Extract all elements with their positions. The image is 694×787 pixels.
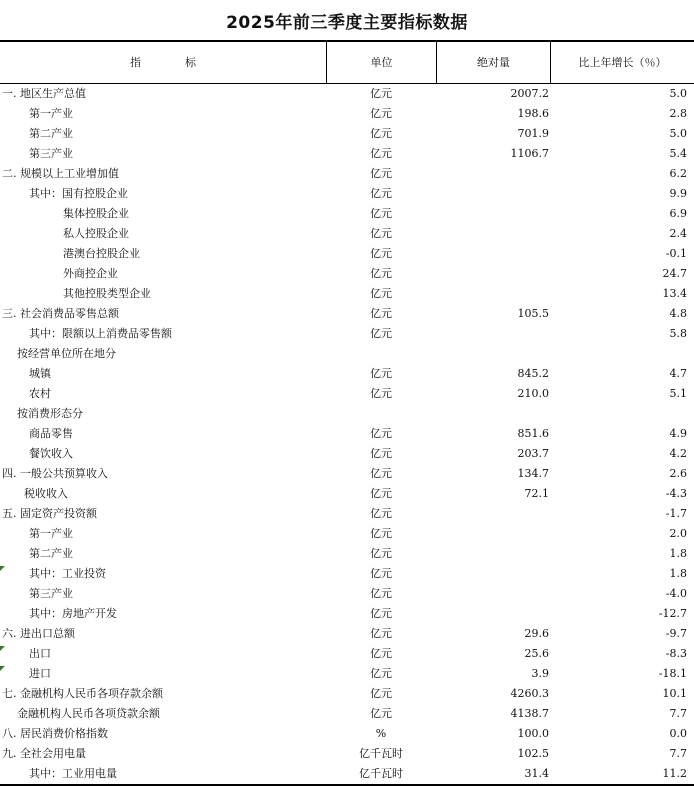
unit-cell: 亿元 xyxy=(370,367,392,380)
indicator-name: 私人控股企业 xyxy=(63,227,129,240)
indicator-name: 其中：房地产开发 xyxy=(29,607,117,620)
unit-cell: 亿元 xyxy=(370,267,392,280)
indicator-name: 其他控股类型企业 xyxy=(63,287,151,300)
unit-cell: 亿元 xyxy=(370,207,392,220)
indicator-name: 按消费形态分 xyxy=(17,407,83,420)
absolute-value-cell: 203.7 xyxy=(517,447,549,460)
growth-rate-cell: 2.8 xyxy=(669,107,687,120)
growth-rate-cell: 0.0 xyxy=(669,727,687,740)
table-row xyxy=(0,404,694,424)
indicator-name: 第三产业 xyxy=(29,147,73,160)
table-row xyxy=(0,244,694,264)
table-row xyxy=(0,504,694,524)
growth-rate-cell: 5.0 xyxy=(669,87,687,100)
unit-cell: 亿元 xyxy=(370,187,392,200)
growth-rate-cell: 5.0 xyxy=(669,127,687,140)
table-row xyxy=(0,324,694,344)
unit-cell: 亿元 xyxy=(370,307,392,320)
absolute-value-cell: 701.9 xyxy=(517,127,549,140)
indicator-name: 进口 xyxy=(29,667,51,680)
growth-rate-cell: -8.3 xyxy=(665,647,687,660)
unit-cell: 亿元 xyxy=(370,687,392,700)
unit-cell: 亿元 xyxy=(370,107,392,120)
growth-rate-cell: 4.8 xyxy=(669,307,687,320)
green-corner-marker-icon xyxy=(0,566,5,571)
table-row xyxy=(0,764,694,784)
unit-cell: 亿元 xyxy=(370,167,392,180)
growth-rate-cell: 4.2 xyxy=(669,447,687,460)
header-unit: 单位 xyxy=(370,56,393,69)
growth-rate-cell: 2.4 xyxy=(669,227,687,240)
indicator-name: 五. 固定资产投资额 xyxy=(2,507,97,520)
growth-rate-cell: 2.6 xyxy=(669,467,687,480)
table-row xyxy=(0,284,694,304)
unit-cell: 亿元 xyxy=(370,707,392,720)
table-row xyxy=(0,144,694,164)
unit-cell: 亿元 xyxy=(370,467,392,480)
table-row xyxy=(0,644,694,664)
indicator-name: 餐饮收入 xyxy=(29,447,73,460)
growth-rate-cell: -9.7 xyxy=(665,627,687,640)
indicator-name: 其中：国有控股企业 xyxy=(29,187,128,200)
absolute-value-cell: 851.6 xyxy=(517,427,549,440)
table-row xyxy=(0,184,694,204)
table-row xyxy=(0,164,694,184)
absolute-value-cell: 210.0 xyxy=(517,387,549,400)
unit-cell: 亿元 xyxy=(370,667,392,680)
table-row xyxy=(0,444,694,464)
indicator-name: 金融机构人民币各项贷款余额 xyxy=(17,707,160,720)
indicator-name: 农村 xyxy=(29,387,51,400)
growth-rate-cell: 11.2 xyxy=(662,767,687,780)
table-body xyxy=(0,84,694,786)
unit-cell: 亿元 xyxy=(370,487,392,500)
green-corner-marker-icon xyxy=(0,666,5,671)
table-row xyxy=(0,684,694,704)
table-row xyxy=(0,264,694,284)
absolute-value-cell: 105.5 xyxy=(517,307,549,320)
green-corner-marker-icon xyxy=(0,646,5,651)
table-row xyxy=(0,344,694,364)
unit-cell: 亿元 xyxy=(370,647,392,660)
unit-cell: 亿元 xyxy=(370,227,392,240)
unit-cell: 亿元 xyxy=(370,587,392,600)
unit-cell: % xyxy=(375,727,387,740)
indicator-table xyxy=(0,40,694,786)
growth-rate-cell: -4.0 xyxy=(665,587,687,600)
table-row xyxy=(0,424,694,444)
absolute-value-cell: 29.6 xyxy=(524,627,549,640)
unit-cell: 亿元 xyxy=(370,607,392,620)
indicator-name: 出口 xyxy=(29,647,51,660)
growth-rate-cell: -1.7 xyxy=(665,507,687,520)
unit-cell: 亿元 xyxy=(370,127,392,140)
absolute-value-cell: 4138.7 xyxy=(510,707,549,720)
unit-cell: 亿元 xyxy=(370,547,392,560)
indicator-name: 第三产业 xyxy=(29,587,73,600)
growth-rate-cell: 9.9 xyxy=(669,187,687,200)
unit-cell: 亿元 xyxy=(370,327,392,340)
indicator-name: 一. 地区生产总值 xyxy=(2,87,86,100)
unit-cell: 亿元 xyxy=(370,627,392,640)
table-row xyxy=(0,604,694,624)
table-row xyxy=(0,584,694,604)
growth-rate-cell: -12.7 xyxy=(658,607,687,620)
growth-rate-cell: -0.1 xyxy=(665,247,687,260)
growth-rate-cell: -18.1 xyxy=(658,667,687,680)
growth-rate-cell: -4.3 xyxy=(665,487,687,500)
table-row xyxy=(0,104,694,124)
absolute-value-cell: 72.1 xyxy=(524,487,549,500)
indicator-name: 其中：工业投资 xyxy=(29,567,106,580)
header-absolute: 绝对量 xyxy=(477,56,510,69)
indicator-name: 四. 一般公共预算收入 xyxy=(2,467,108,480)
absolute-value-cell: 3.9 xyxy=(531,667,549,680)
indicator-name: 第二产业 xyxy=(29,127,73,140)
table-row xyxy=(0,744,694,764)
indicator-name: 七. 金融机构人民币各项存款余额 xyxy=(2,687,163,700)
table-row xyxy=(0,664,694,684)
indicator-name: 按经营单位所在地分 xyxy=(17,347,116,360)
indicator-name: 二. 规模以上工业增加值 xyxy=(2,167,119,180)
indicator-name: 税收收入 xyxy=(24,487,68,500)
growth-rate-cell: 2.0 xyxy=(669,527,687,540)
unit-cell: 亿千瓦时 xyxy=(359,747,403,760)
table-header xyxy=(0,40,694,84)
absolute-value-cell: 198.6 xyxy=(517,107,549,120)
indicator-name: 第一产业 xyxy=(29,527,73,540)
table-row xyxy=(0,544,694,564)
indicator-name: 集体控股企业 xyxy=(63,207,129,220)
unit-cell: 亿元 xyxy=(370,387,392,400)
indicator-name: 其中：限额以上消费品零售额 xyxy=(29,327,172,340)
growth-rate-cell: 5.8 xyxy=(669,327,687,340)
table-row xyxy=(0,564,694,584)
growth-rate-cell: 4.7 xyxy=(669,367,687,380)
unit-cell: 亿元 xyxy=(370,87,392,100)
indicator-name: 其中：工业用电量 xyxy=(29,767,117,780)
growth-rate-cell: 7.7 xyxy=(669,747,687,760)
growth-rate-cell: 24.7 xyxy=(662,267,687,280)
table-row xyxy=(0,624,694,644)
header-indicator: 指 标 xyxy=(130,56,196,69)
indicator-name: 三. 社会消费品零售总额 xyxy=(2,307,119,320)
unit-cell: 亿元 xyxy=(370,147,392,160)
indicator-name: 商品零售 xyxy=(29,427,73,440)
indicator-name: 城镇 xyxy=(29,367,51,380)
table-row xyxy=(0,464,694,484)
growth-rate-cell: 1.8 xyxy=(669,567,687,580)
growth-rate-cell: 4.9 xyxy=(669,427,687,440)
unit-cell: 亿元 xyxy=(370,527,392,540)
absolute-value-cell: 100.0 xyxy=(517,727,549,740)
table-row xyxy=(0,484,694,504)
table-row xyxy=(0,124,694,144)
table-row xyxy=(0,384,694,404)
page-title: 2025年前三季度主要指标数据 xyxy=(226,13,468,33)
unit-cell: 亿元 xyxy=(370,567,392,580)
unit-cell: 亿元 xyxy=(370,447,392,460)
table-row xyxy=(0,364,694,384)
table-row xyxy=(0,304,694,324)
absolute-value-cell: 1106.7 xyxy=(510,147,549,160)
growth-rate-cell: 13.4 xyxy=(662,287,687,300)
table-row xyxy=(0,524,694,544)
absolute-value-cell: 4260.3 xyxy=(510,687,549,700)
growth-rate-cell: 1.8 xyxy=(669,547,687,560)
unit-cell: 亿元 xyxy=(370,507,392,520)
growth-rate-cell: 6.2 xyxy=(669,167,687,180)
absolute-value-cell: 102.5 xyxy=(517,747,549,760)
table-row xyxy=(0,724,694,744)
absolute-value-cell: 2007.2 xyxy=(510,87,549,100)
growth-rate-cell: 6.9 xyxy=(669,207,687,220)
table-row xyxy=(0,204,694,224)
indicator-name: 六. 进出口总额 xyxy=(2,627,75,640)
absolute-value-cell: 31.4 xyxy=(524,767,549,780)
indicator-name: 第二产业 xyxy=(29,547,73,560)
absolute-value-cell: 134.7 xyxy=(517,467,549,480)
absolute-value-cell: 25.6 xyxy=(524,647,549,660)
table-row xyxy=(0,84,694,104)
unit-cell: 亿元 xyxy=(370,287,392,300)
indicator-name: 外商控企业 xyxy=(63,267,118,280)
indicator-name: 第一产业 xyxy=(29,107,73,120)
header-growth: 比上年增长（％） xyxy=(578,56,667,69)
table-row xyxy=(0,224,694,244)
indicator-name: 八. 居民消费价格指数 xyxy=(2,727,108,740)
growth-rate-cell: 10.1 xyxy=(662,687,687,700)
growth-rate-cell: 7.7 xyxy=(669,707,687,720)
unit-cell: 亿元 xyxy=(370,427,392,440)
table-row xyxy=(0,704,694,724)
absolute-value-cell: 845.2 xyxy=(517,367,549,380)
indicator-name: 九. 全社会用电量 xyxy=(2,747,86,760)
unit-cell: 亿元 xyxy=(370,247,392,260)
unit-cell: 亿千瓦时 xyxy=(359,767,403,780)
growth-rate-cell: 5.1 xyxy=(669,387,687,400)
indicator-name: 港澳台控股企业 xyxy=(63,247,140,260)
growth-rate-cell: 5.4 xyxy=(669,147,687,160)
